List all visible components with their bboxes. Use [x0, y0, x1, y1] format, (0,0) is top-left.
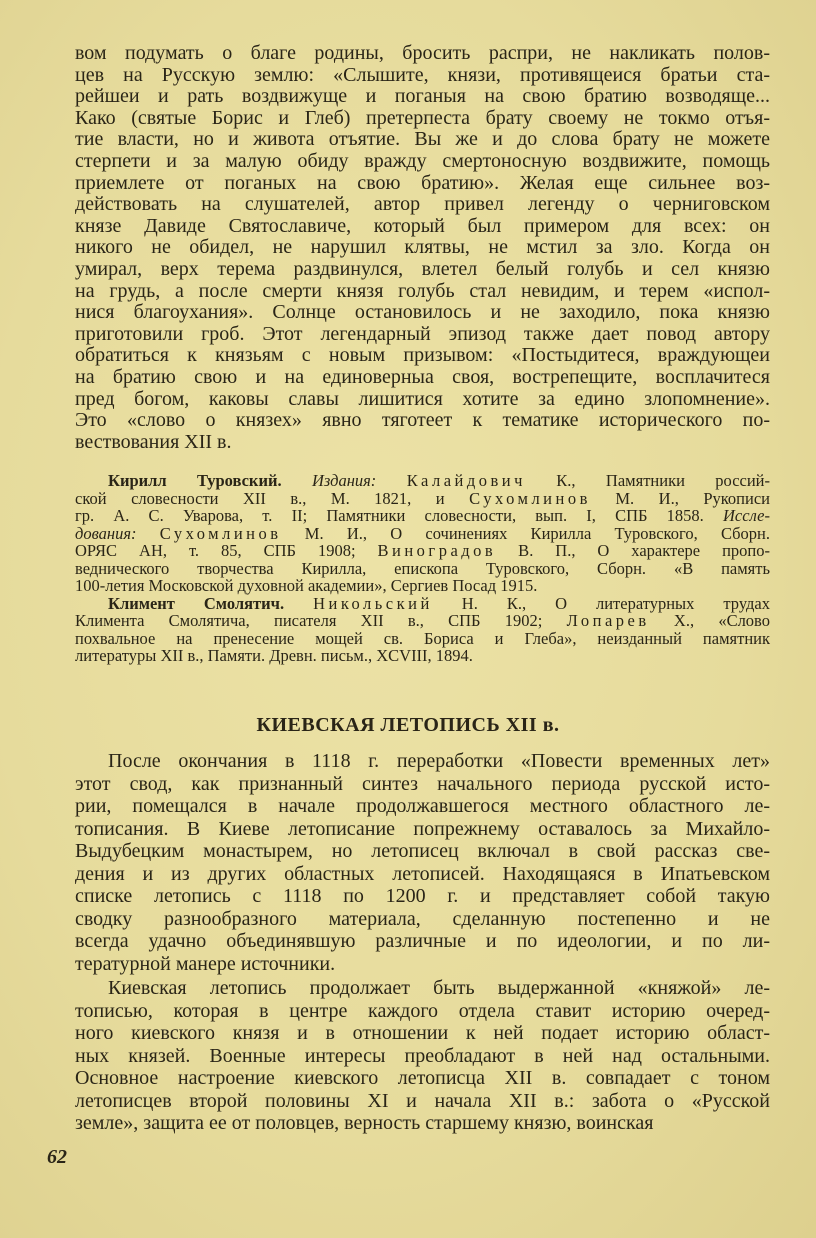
text-line: на братию свою и на единоверныа своя, вострепещите, восплачитеся	[75, 365, 770, 388]
text-line: дения и из других областных летописей. Находящаяся в Ипатьевском	[75, 862, 770, 885]
text-line: всегда удачно объединявшую различные и по идеологии, и по ли-	[75, 930, 770, 952]
text-line: на грудь, а после смерти князя голубь стал невидим, и терем «испол-	[75, 279, 770, 302]
cited-author: Калайдович	[406, 471, 526, 490]
text-line: списке летопись с 1118 по 1200 г. и представляет собой такую	[75, 885, 770, 907]
section-label: Иссле-	[723, 506, 770, 525]
bibliography-line	[75, 647, 770, 665]
text-line: ного киевского князя и в отношении к ней подает историю област-	[75, 1022, 770, 1044]
author-name: Климент Смолятич.	[108, 593, 285, 613]
page-number: 62	[47, 1146, 67, 1168]
text-line: нися благоухания». Солнце остановилось и не заходило, пока князю	[75, 301, 770, 324]
cited-author: Сухомлинов	[159, 523, 282, 543]
text-line: После окончания в 1118 г. переработки «Повести временных лет»	[108, 750, 770, 772]
bibliography-line	[75, 507, 770, 525]
citation-text: гр. А. С. Уварова, т. II; Памятники словесности, вып. I, СПБ 1858.	[75, 506, 723, 525]
cited-author: Лопарев	[566, 611, 650, 630]
text-line: вествования XII в.	[75, 430, 232, 453]
citation-text: В. П., О характере пропо-	[496, 541, 770, 560]
text-line: Основное настроение киевского летописца XII в. совпадает с тоном	[75, 1067, 770, 1089]
bibliography-line	[75, 490, 770, 508]
text-line: действовать на слушателей, автор привел легенду о черниговском	[75, 193, 770, 216]
text-line: Это «слово о князех» явно тяготеет к тематике исторического по-	[75, 409, 770, 432]
bibliography-line	[75, 595, 770, 613]
text-line: летописцев второй половины XI и начала XII в.: забота о «Русской	[75, 1089, 770, 1112]
section-label: Издания:	[311, 471, 377, 490]
text-line: ных князей. Военные интересы преобладают в ней над остальными.	[75, 1044, 770, 1067]
bibliography-line	[75, 630, 770, 648]
text-line: цев на Русскую землю: «Слышите, князи, противящеися братьи ста-	[75, 63, 770, 86]
citation-text: Н. К., О литературных трудах	[432, 593, 770, 613]
bibliography-line	[75, 577, 770, 595]
text-line: приготовили гроб. Этот легендарный эпизод также дает повод автору	[75, 322, 770, 345]
citation-text: М. И., О сочинениях Кирилла Туровского, Сборн.	[281, 523, 770, 543]
text-line: вом подумать о благе родины, бросить распри, не накликать полов-	[75, 42, 770, 64]
cited-author: Никольский	[313, 593, 433, 613]
text-line: тие власти, но и живота отъятие. Вы же и до слова брату не можете	[75, 128, 770, 151]
citation-text	[284, 594, 313, 613]
bibliography-line	[75, 542, 770, 560]
body-paragraph-continuation	[75, 43, 770, 453]
citation-text: Климента Смолятича, писателя XII в., СПБ 1902;	[75, 611, 567, 630]
section-heading: КИЕВСКАЯ ЛЕТОПИСЬ XII в.	[256, 714, 560, 736]
citation-text	[137, 524, 160, 543]
text-line: обратиться к князьям с новым призывом: «Постыдитеся, враждующеи	[75, 344, 770, 367]
text-line: Выдубецким монастырем, но летописец включал в свой рассказ све-	[75, 840, 770, 862]
text-line: этот свод, как признанный синтез начального периода русской исто-	[75, 772, 770, 795]
text-line: Како (святые Борис и Глеб) претерпеста брату своему не токмо отъя-	[75, 106, 770, 129]
author-name: Кирилл Туровский.	[108, 471, 282, 490]
text-line: сводку разнообразного материала, сделанную постепенно и не	[75, 907, 770, 930]
text-line: земле», защита ее от половцев, верность старшему князю, воинская	[75, 1112, 654, 1134]
bibliography-line	[75, 560, 770, 578]
section-paragraph-2	[75, 977, 770, 1135]
bibliography-line	[75, 472, 770, 490]
text-line: тописания. В Киеве летописание попрежнему оставалось за Михайло-	[75, 817, 770, 840]
citation-text: веднического творчества Кирилла, епископа Туровского, Сборн. «В память	[75, 558, 770, 578]
citation-text: литературы XII в., Памяти. Древн. письм., XCVIII, 1894.	[75, 646, 473, 665]
citation-text: ской словесности XII в., М. 1821, и	[75, 488, 470, 508]
text-line: пред богом, каковы славы лишитися хотите за едино злопомнение».	[75, 387, 770, 410]
citation-text: 100-летия Московской духовной академии», Сергиев Посад 1915.	[75, 576, 538, 595]
citation-text: Х., «Слово	[649, 611, 770, 630]
citation-text: К., Памятники россий-	[525, 471, 771, 490]
citation-text: похвальное на пренесение мощей св. Бориса и Глеба», неизданный памятник	[75, 628, 770, 648]
citation-text	[282, 471, 312, 490]
citation-text: ОРЯС АН, т. 85, СПБ 1908;	[75, 541, 378, 560]
section-label: дования:	[75, 523, 137, 543]
text-line: стерпети и за малую обиду вражду смертоносную воздвижите, помощь	[75, 149, 770, 172]
text-line: рейшеи и рать воздвижуще и поганыя на свою братию возводяще...	[75, 85, 770, 108]
text-line: рии, помещался в начале продолжавшегося местного областного ле-	[75, 795, 770, 817]
text-line: тературной манере источники.	[75, 952, 336, 975]
text-line: никого не обидел, не нарушил клятвы, не мстил за зло. Когда он	[75, 236, 770, 259]
text-line: Киевская летопись продолжает быть выдержанной «княжой» ле-	[108, 977, 770, 999]
text-line: приемлете от поганых на свою братию». Желая еще сильнее воз-	[75, 171, 770, 194]
cited-author: Виноградов	[377, 541, 497, 560]
text-line: тописью, которая в центре каждого отдела ставит историю очеред-	[75, 999, 770, 1022]
section-paragraph-1	[75, 750, 770, 975]
citation-text	[376, 471, 406, 490]
text-line: князе Давиде Святославиче, который был примером для всех: он	[75, 214, 770, 237]
bibliography-notes	[75, 472, 770, 665]
bibliography-line	[75, 612, 770, 630]
citation-text: М. И., Рукописи	[590, 488, 770, 508]
text-line: умирал, верх терема раздвинулся, влетел белый голубь и сел князю	[75, 257, 770, 280]
bibliography-line	[75, 525, 770, 543]
cited-author: Сухомлинов	[469, 488, 591, 508]
